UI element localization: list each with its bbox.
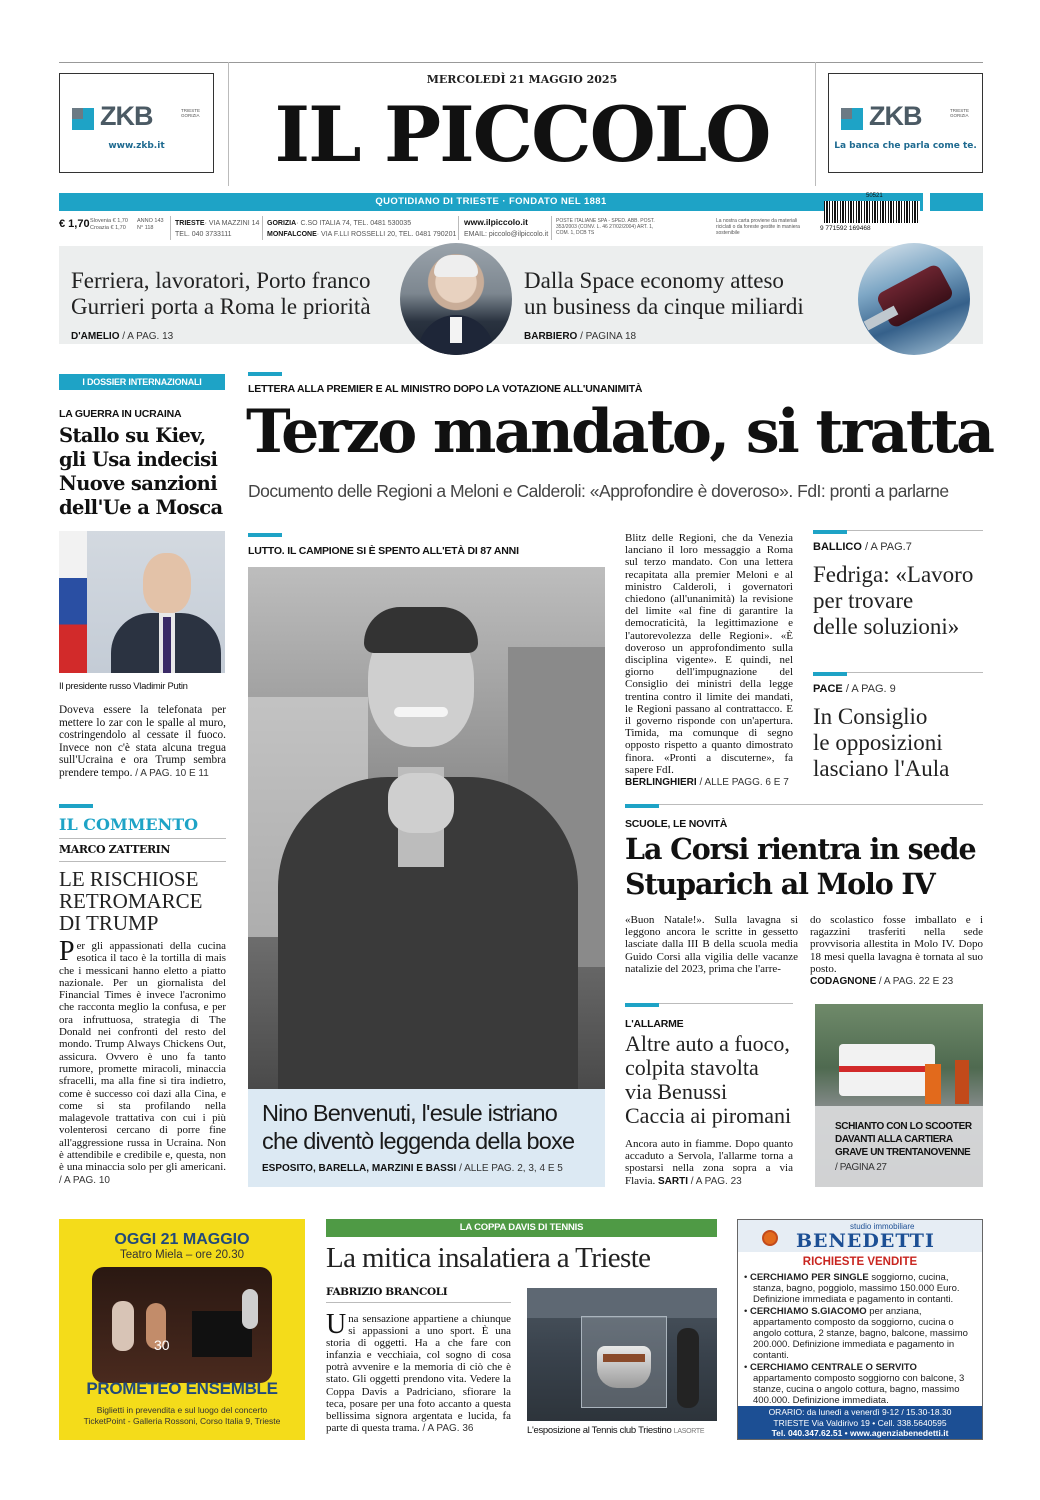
benedetti-name: BENEDETTI — [796, 1230, 935, 1252]
dossier-headline[interactable]: Stallo su Kiev, gli Usa indecisi Nuove sanzioni dell'Ue a Mosca — [59, 424, 223, 519]
benvenuti-kicker: LUTTO. IL CAMPIONE SI È SPENTO ALL'ETÀ DI 87 ANNI — [248, 545, 519, 557]
pace-headline[interactable]: In Consiglio le opposizioni lasciano l'Aula — [813, 704, 950, 781]
benedetti-item: • CERCHIAMO S.GIACOMO per anziana, appartamento composto da soggiorno, cucina o angolo cottura, 2 stanze, bagno, balcone, massimo 200.000. Definizione immediata e pagamento in contanti. — [744, 1305, 968, 1362]
benvenuti-headline-line1: Nino Benvenuti, l'esule istriano — [262, 1100, 558, 1126]
zkb-small: TRIESTE GORIZIA — [181, 108, 201, 118]
zkb-url: www.zkb.it — [108, 141, 165, 151]
gorizia-info: GORIZIA· C.SO ITALIA 74, TEL. 0481 530035 MONFALCONE· VIA F.LLI ROSSELLI 20, TEL. 0481 790201 — [267, 220, 457, 238]
zkb-slogan: La banca che parla come te. — [834, 141, 977, 151]
barcode: 50521 9 771592 169468 — [818, 193, 928, 237]
ballico-kicker: BALLICO / A PAG.7 — [813, 541, 912, 553]
allarme-headline[interactable]: Altre auto a fuoco, colpita stavolta via Benussi Caccia ai piromani — [625, 1031, 792, 1128]
commento-body: Per gli appassionati della cucina esotica il taco è la tortilla di mais che i messicani hanno eletto a piatto nazionale. Per un giornalista del Financial Times è invece l'acronimo che racconta meglio la confusa, e per ora infruttuosa, strategia di The Donald nei confronti del resto del mondo. Trump Always Chickens Out, assicura. Ovvero è uno fa tanto rumore, promette miracoli, minaccia sfracelli, ma alla fine si tira indietro, come è successo coi dazi alla Cina, e come si sta profilando nella malagevole trattativa con cui i più volenterosi cercano di porre fine all'aggressione russa in Ucraina. Non è attendibile e credibile e, questa, non è una minaccia solo per gli americani. / A PAG. 10 — [59, 936, 226, 1186]
allarme-kicker: L'ALLARME — [625, 1018, 684, 1030]
prometeo-photo — [92, 1267, 272, 1383]
davis-body: Una sensazione appartiene a chiunque si appassioni a uno sport. È una storia di oggetti. Ha a che fare con infanzia e vecchiaia, col sogno di cosa potrà avvenire e la memoria di ciò che è stato. Gli oggetti prendono vita. Vedere la Coppa Davis a Padriciano, sfiorare la teca, posare per una foto accanto a questa bellissima signora argentata e lucida, fa parte di questa trama. / A PAG. 36 — [326, 1309, 511, 1434]
benvenuti-headline-line2: che diventò leggenda della boxe — [262, 1128, 575, 1154]
zkb-small: TRIESTE GORIZIA — [950, 108, 970, 118]
dossier-kicker: LA GUERRA IN UCRAINA — [59, 408, 182, 420]
allarme-body: Ancora auto in fiamme. Dopo quanto accaduto a Servola, l'allarme torna a spostarsi nella zona sopra a via Flavia. SARTI / A PAG. 23 — [625, 1138, 793, 1187]
corsi-headline[interactable]: La Corsi rientra in sede Stuparich al Molo IV — [625, 832, 976, 901]
benedetti-footer: ORARIO: da lunedì a venerdì 9-12 / 15.30-18.30 TRIESTE Via Valdirivo 19 • Cell. 338.5640595 Tel. 040.347.62.51 • www.agenziabenedetti.it — [738, 1406, 982, 1439]
teaser-ferriera[interactable]: Ferriera, lavoratori, Porto franco Gurrieri porta a Roma le priorità D'AMELIO / A PAG. 13 — [71, 268, 371, 342]
commento-headline[interactable]: LE RISCHIOSE RETROMARCE DI TRUMP — [59, 867, 203, 935]
benedetti-ad[interactable] — [737, 1219, 983, 1440]
benvenuti-headline-box[interactable]: Nino Benvenuti, l'esule istriano che diventò leggenda della boxe ESPOSITO, BARELLA, MARZINI E BASSI / ALLE PAG. 2, 3, 4 E 5 — [248, 1089, 605, 1187]
davis-headline[interactable]: La mitica insalatiera a Trieste — [326, 1242, 651, 1274]
prometeo-logo: 30 — [154, 1337, 170, 1353]
lead-kicker: LETTERA ALLA PREMIER E AL MINISTRO DOPO LA VOTAZIONE ALL'UNANIMITÀ — [248, 383, 643, 395]
lead-headline[interactable]: Terzo mandato, si tratta — [246, 397, 993, 467]
dossier-body: Doveva essere la telefonata per mettere lo zar con le spalle al muro, costringendolo al cessate il fuoco. Invece non c'è stata alcuna tregua sull'Ucraina e ora Trump sembra prendere tempo. / A PAG. 10 E 11 — [59, 704, 226, 779]
davis-photo — [527, 1288, 717, 1421]
putin-caption: Il presidente russo Vladimir Putin — [59, 681, 188, 692]
trieste-info: TRIESTE· VIA MAZZINI 14 TEL. 040 3733111 — [175, 220, 260, 238]
gurrieri-photo — [400, 243, 512, 355]
zkb-brand: ZKB — [100, 101, 153, 131]
benedetti-item: • CERCHIAMO CENTRALE O SERVITO appartamento composto soggiorno con balcone, 3 stanze, cucina o angolo cottura, bagno, massimo 400.000. Definizione immediata. — [744, 1361, 965, 1407]
price-note: Slovenia € 1,70 Croazia € 1,70 — [90, 218, 128, 231]
prometeo-name: PROMETEO ENSEMBLE — [86, 1379, 278, 1398]
lead-body: Blitz delle Regioni, che da Venezia lanciano il loro messaggio a Roma sul terzo mandato. Con una lettera recapitata alla premier Meloni e al ministro Calderoli, i governatori chiedono (all'unanimità) la revisione del limite «al fine di garantire la democraticità, la legittimazione e l'autorevolezza delle Regioni». «È doveroso un approfondimento sulla disciplina vigente». E quindi, nel giorno dell'impugnazione del Consiglio dei ministri della legge trentina contro il limite dei mandati, le Regioni passano al contrattacco. E il governo risponde con un'apertura. Timida, ma comunque di segno opposto rispetto a quanto dimostrato finora. «Pronti a discuterne», fa sapere FdI. BERLINGHIERI / ALLE PAGG. 6 E 7 — [625, 532, 793, 789]
dossier-label: I DOSSIER INTERNAZIONALI — [59, 374, 225, 390]
masthead-date: MERCOLEDÌ 21 MAGGIO 2025 — [426, 73, 618, 86]
davis-label-bar: LA COPPA DAVIS DI TENNIS — [326, 1219, 717, 1237]
commento-label: IL COMMENTO — [59, 815, 199, 834]
benvenuti-photo — [248, 567, 605, 1089]
zkb-ad-left[interactable] — [59, 73, 214, 173]
tagline-bar — [59, 193, 923, 211]
zkb-brand: ZKB — [869, 101, 922, 131]
putin-photo — [59, 531, 225, 673]
website-info[interactable]: www.ilpiccolo.it EMAIL: piccolo@ilpiccolo.it — [464, 217, 549, 238]
lead-subhead: Documento delle Regioni a Meloni e Calderoli: «Approfondire è doveroso». FdI: pronti a parlarne — [248, 481, 949, 501]
davis-author: FABRIZIO BRANCOLI — [326, 1286, 448, 1298]
postal-info: POSTE ITALIANE SPA - SPED. ABB. POST. 353/2003 (CONV. L. 46 27/02/2004) ART. 1, COM. 1, DCB TS — [556, 218, 655, 236]
year-info: ANNO 143 N° 118 — [137, 218, 164, 231]
benedetti-item: • CERCHIAMO PER SINGLE soggiorno, cucina, stanza, bagno, poggiolo, massimo 150.000 Euro. Definizione immediata e pagamento in contanti. — [744, 1272, 960, 1306]
price: € 1,70 — [59, 218, 90, 230]
ballico-headline[interactable]: Fedriga: «Lavoro per trovare delle soluzioni» — [813, 562, 974, 639]
davis-caption: L'esposizione al Tennis club Triestino LASORTE — [527, 1425, 705, 1436]
prometeo-date: OGGI 21 MAGGIO — [114, 1231, 250, 1248]
benedetti-studio: studio immobiliare — [850, 1222, 915, 1231]
prometeo-info: Biglietti in prevendita e sul luogo del concerto TicketPoint - Galleria Rossoni, Corso Italia 9, Trieste — [83, 1405, 281, 1426]
satellite-photo — [858, 243, 970, 355]
corsi-kicker: SCUOLE, LE NOVITÀ — [625, 818, 728, 830]
corsi-body-col2: do scolastico fosse imballato e i ragazzini trasferiti nella sede provvisoria allestita in Molo IV. Dopo 18 mesi quella lavagna è tornata al suo posto. CODAGNONE / A PAG. 22 E 23 — [810, 914, 983, 988]
paper-note: La nostra carta proviene da materiali riciclati o da foreste gestite in maniera sostenibile — [716, 218, 800, 236]
tagline: QUOTIDIANO DI TRIESTE · FONDATO NEL 1881 — [375, 196, 607, 207]
zkb-ad-right[interactable] — [828, 73, 983, 173]
masthead-title[interactable]: IL PICCOLO — [274, 90, 770, 179]
zkb-logo-icon — [841, 108, 863, 130]
corsi-body-col1: «Buon Natale!». Sulla lavagna si leggono ancora le scritte in gessetto lasciate dalla III B della scuola media Guido Corsi alla vigilia delle vacanze natalizie del 2023, prima che l'arre- — [625, 914, 798, 975]
zkb-logo-icon — [72, 108, 94, 130]
pace-kicker: PACE / A PAG. 9 — [813, 683, 896, 695]
teaser-space[interactable]: Dalla Space economy atteso un business da cinque miliardi BARBIERO / PAGINA 18 — [524, 268, 804, 342]
prometeo-ad[interactable] — [59, 1219, 305, 1440]
scooter-caption[interactable]: SCHIANTO CON LO SCOOTER DAVANTI ALLA CARTIERA GRAVE UN TRENTANOVENNE / PAGINA 27 — [835, 1121, 972, 1173]
prometeo-venue: Teatro Miela – ore 20.30 — [119, 1249, 245, 1261]
benedetti-section: RICHIESTE VENDITE — [802, 1256, 918, 1268]
house-icon — [762, 1230, 778, 1246]
commento-author: MARCO ZATTERIN — [59, 843, 171, 856]
benedetti-items — [744, 1272, 978, 1406]
